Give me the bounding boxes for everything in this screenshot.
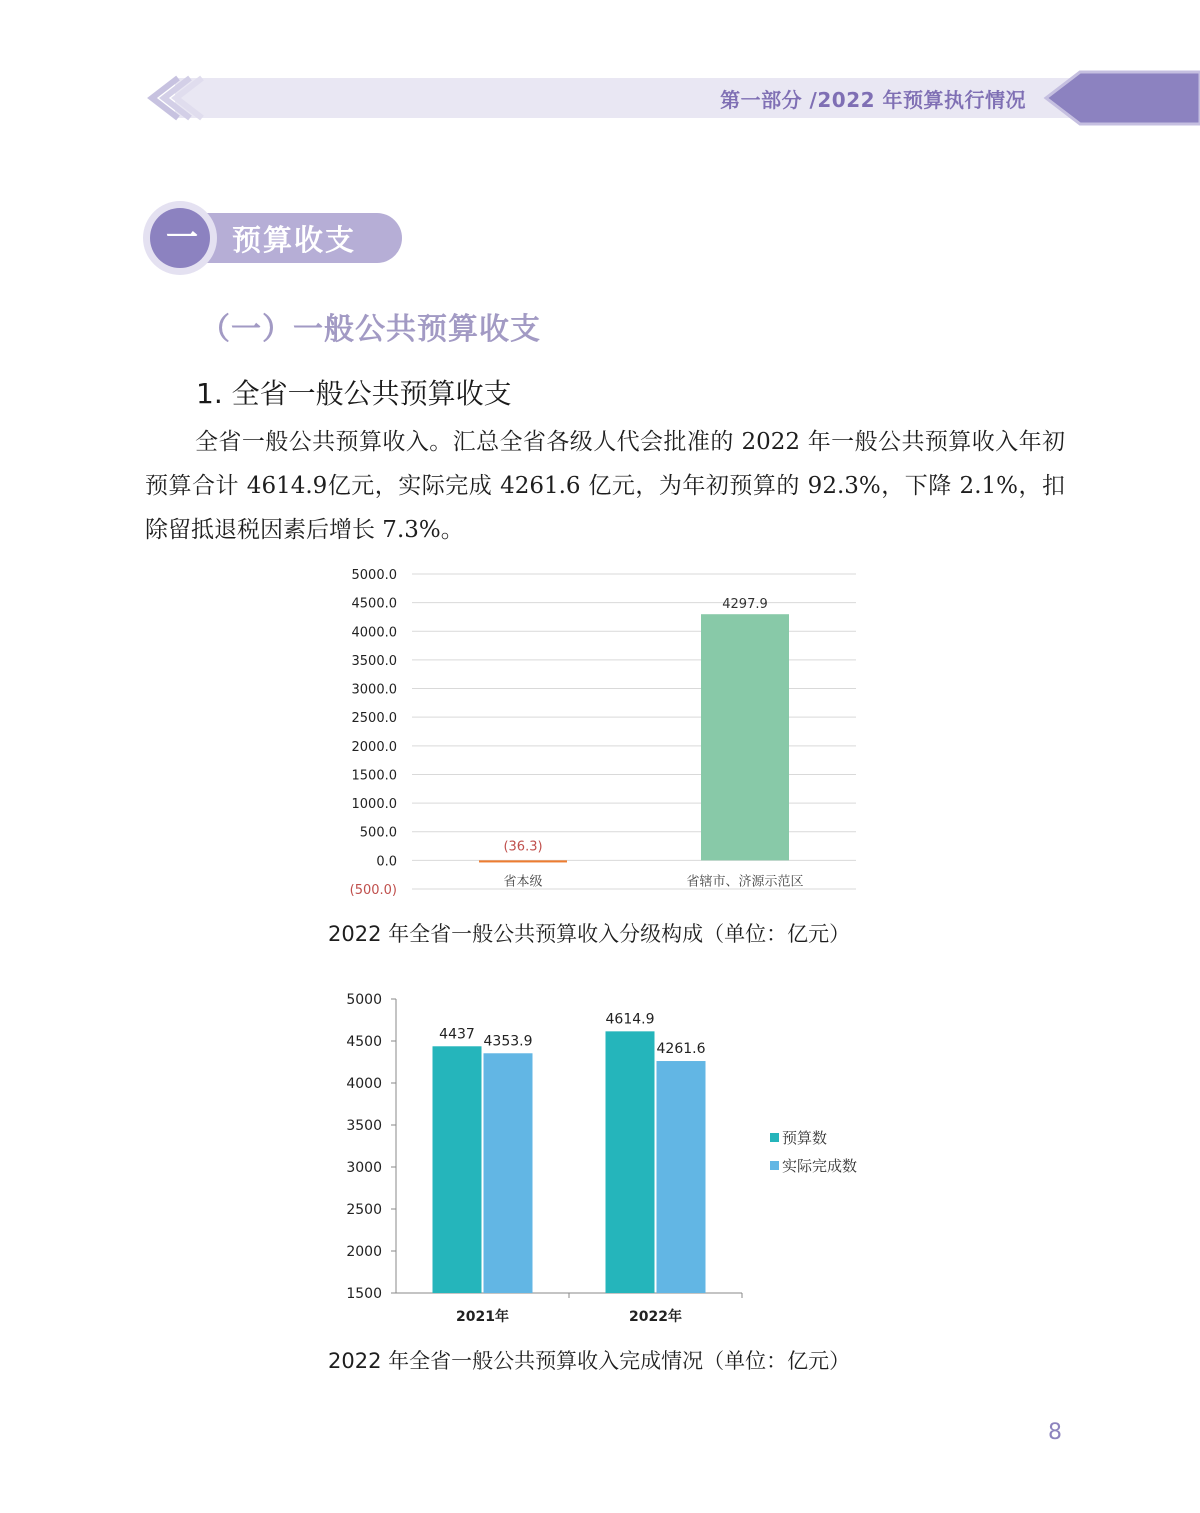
section-title: 预算收支 <box>232 223 357 257</box>
y-tick-label: 3000.0 <box>351 682 397 698</box>
chart-revenue-completion <box>300 975 900 1335</box>
y-tick-label: 3000 <box>346 1160 382 1176</box>
page-number: 8 <box>1048 1420 1062 1445</box>
y-tick-label: 2500.0 <box>351 711 397 727</box>
y-tick-label: 4000.0 <box>351 625 397 641</box>
header-tab-shape <box>1046 72 1200 124</box>
data-label: 4261.6 <box>656 1041 706 1058</box>
y-tick-label: 1500 <box>346 1286 382 1302</box>
y-tick-label: 1000.0 <box>351 797 397 813</box>
body-paragraph: 全省一般公共预算收入。汇总全省各级人代会批准的 2022 年一般公共预算收入年初预算合计 4614.9亿元，实际完成 4261.6 亿元，为年初预算的 92.3%，下降 2.1%，扣除留抵退税因素后增长 7.3%。 <box>145 429 1065 543</box>
legend-label: 预算数 <box>782 1129 828 1147</box>
y-tick-label: 500.0 <box>359 825 397 841</box>
x-category-label: 2021年 <box>456 1309 509 1325</box>
bar <box>606 1031 655 1293</box>
y-tick-label: 4000 <box>346 1076 382 1092</box>
y-tick-label: 4500 <box>346 1034 382 1050</box>
y-tick-label: 3500 <box>346 1118 382 1134</box>
x-category-label: 2022年 <box>629 1309 682 1325</box>
chart1-caption: 2022 年全省一般公共预算收入分级构成（单位：亿元） <box>328 922 851 946</box>
subsection-title: （一）一般公共预算收支 <box>200 312 541 347</box>
bar <box>484 1053 533 1293</box>
chart2-caption: 2022 年全省一般公共预算收入完成情况（单位：亿元） <box>328 1349 851 1373</box>
y-tick-label: 1500.0 <box>351 768 397 784</box>
y-tick-label: 4500.0 <box>351 596 397 612</box>
bar <box>701 614 789 860</box>
data-label: (36.3) <box>503 839 543 855</box>
bar <box>657 1061 706 1293</box>
y-tick-label: 5000.0 <box>351 568 397 583</box>
item-title: 1. 全省一般公共预算收支 <box>196 377 512 410</box>
data-label: 4614.9 <box>605 1011 655 1028</box>
y-tick-label: 3500.0 <box>351 653 397 669</box>
y-tick-label: 0.0 <box>376 854 397 870</box>
header-title: 第一部分 /2022 年预算执行情况 <box>720 88 1026 112</box>
data-label: 4353.9 <box>483 1033 533 1050</box>
legend-label: 实际完成数 <box>782 1157 858 1175</box>
bar <box>433 1046 482 1293</box>
chart-revenue-by-level <box>300 555 880 905</box>
bar <box>479 860 567 862</box>
data-label: 4437 <box>439 1026 475 1043</box>
section-number: 一 <box>165 218 198 256</box>
x-category-label: 省辖市、济源示范区 <box>686 874 804 890</box>
y-tick-label: 2000 <box>346 1244 382 1260</box>
legend-swatch <box>770 1133 779 1142</box>
x-category-label: 省本级 <box>503 874 543 890</box>
y-tick-label: (500.0) <box>349 883 397 898</box>
data-label: 4297.9 <box>722 597 768 613</box>
y-tick-label: 2500 <box>346 1202 382 1218</box>
legend-swatch <box>770 1161 779 1170</box>
y-tick-label: 5000 <box>346 992 382 1008</box>
y-tick-label: 2000.0 <box>351 739 397 755</box>
